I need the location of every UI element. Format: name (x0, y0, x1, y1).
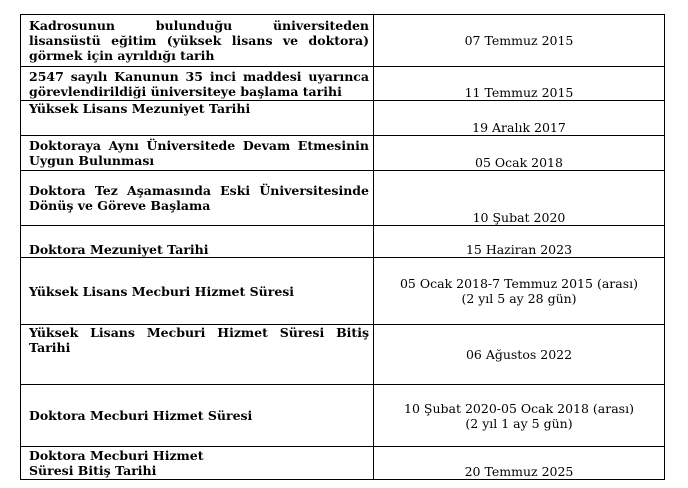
row-value-masters-service-end: 06 Ağustos 2022 (374, 325, 665, 385)
row-value-return-to-duty: 10 Şubat 2020 (374, 171, 665, 226)
row-value-masters-graduation: 19 Aralık 2017 (374, 101, 665, 136)
row-value-assignment-start: 11 Temmuz 2015 (374, 67, 665, 101)
label-line: Süresi Bitiş Tarihi (29, 463, 157, 478)
row-label-assignment-start: 2547 sayılı Kanunun 35 inci maddesi uyarınca görevlendirildiği üniversiteye başlama tarihi (21, 67, 374, 101)
row-label-phd-service-end (21, 447, 374, 480)
service-range: 05 Ocak 2018-7 Temmuz 2015 (arası) (399, 276, 638, 291)
row-value-phd-graduation: 15 Haziran 2023 (374, 226, 665, 258)
row-label-masters-graduation: Yüksek Lisans Mezuniyet Tarihi (21, 101, 374, 136)
table-row (21, 136, 665, 171)
table-row (21, 258, 665, 325)
table-row (21, 15, 665, 67)
row-label-masters-obligatory-service: Yüksek Lisans Mecburi Hizmet Süresi (21, 258, 374, 325)
table-row (21, 385, 665, 447)
row-label-phd-continuation: Doktoraya Aynı Üniversitede Devam Etmesinin Uygun Bulunması (21, 136, 374, 171)
label-line: Doktora Mecburi Hizmet (29, 448, 204, 463)
table-row (21, 325, 665, 385)
row-label-phd-obligatory-service: Doktora Mecburi Hizmet Süresi (21, 385, 374, 447)
row-value-phd-continuation: 05 Ocak 2018 (374, 136, 665, 171)
row-value-phd-obligatory-service (374, 385, 665, 447)
service-range: 10 Şubat 2020-05 Ocak 2018 (arası) (404, 400, 634, 416)
table-row (21, 67, 665, 101)
table-row (21, 171, 665, 226)
row-label-leave-date: Kadrosunun bulunduğu üniversiteden lisansüstü eğitim (yüksek lisans ve doktora) görmek için ayrıldığı tarih (21, 15, 374, 67)
service-duration: (2 yıl 5 ay 28 gün) (461, 291, 577, 306)
service-duration: (2 yıl 1 ay 5 gün) (465, 415, 573, 431)
row-value-phd-service-end: 20 Temmuz 2025 (374, 447, 665, 480)
row-label-return-to-duty: Doktora Tez Aşamasında Eski Üniversitesinde Dönüş ve Göreve Başlama (21, 171, 374, 226)
row-label-masters-service-end: Yüksek Lisans Mecburi Hizmet Süresi Bitiş Tarihi (21, 325, 374, 385)
table-row (21, 101, 665, 136)
table-row (21, 226, 665, 258)
row-value-leave-date: 07 Temmuz 2015 (374, 15, 665, 67)
service-dates-table (20, 14, 665, 480)
row-label-phd-graduation: Doktora Mezuniyet Tarihi (21, 226, 374, 258)
row-value-masters-obligatory-service (374, 258, 665, 325)
table-row (21, 447, 665, 480)
